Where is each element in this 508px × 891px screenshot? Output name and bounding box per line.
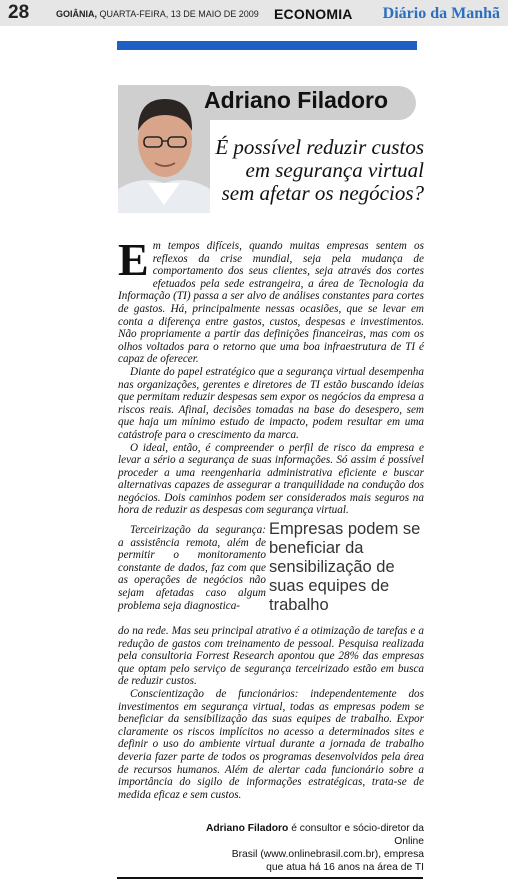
paragraph: Diante do papel estratégico que a segurança virtual desempenha nas organizações, gerentes e diretores de TI estão buscando ideias que permitam reduzir despesas sem expor os negócios da empresa a riscos reais. Afinal, decisões tomadas na base do desespero, sem que haja um mínimo estudo de impacto, podem resultar em uma catástrofe para o crescimento da marca.	[118, 365, 424, 441]
bio-line: é consultor e sócio-diretor da Online	[288, 823, 424, 847]
paragraph: Terceirização da segurança: a assistência remota, além de permitir o monitoramento constante de dados, faz com que as operações de negócios não sejam afetadas caso algum problema seja diagnostica-	[118, 524, 266, 612]
pull-quote: Empresas podem se beneficiar da sensibilização de suas equipes de trabalho	[269, 520, 421, 614]
author-name: Adriano Filadoro	[204, 87, 388, 113]
paragraph-left-column	[118, 524, 266, 612]
article-body-bottom	[118, 625, 424, 801]
dateline	[56, 9, 259, 19]
author-bio	[175, 822, 424, 874]
title-line: É possível reduzir custos	[215, 135, 424, 159]
accent-rule	[117, 41, 417, 50]
paragraph-text: m tempos difíceis, quando muitas empresas sentem os reflexos da crise mundial, seja pela mudança de comportamento dos seus clientes, seja através dos cortes efetuados pela sede estrangeira, a área de Tecnologia da Informação (TI) passa a ser alvo de análises constantes para cortes de gastos. Há, principalmente nessas ocasiões, que se levar em conta a diferença entre gastos, custos, despesas e investimentos. Não propriamente a partir das definições financeiras, mas com os olhos voltados para o retorno que uma boa infraestrutura de TI é capaz de oferecer.	[118, 240, 424, 366]
bio-line: Brasil (www.onlinebrasil.com.br), empresa	[231, 849, 424, 860]
section-name: ECONOMIA	[274, 6, 353, 22]
paragraph: do na rede. Mas seu principal atrativo é a otimização de tarefas e a redução de gastos com treinamento de pessoal. Pesquisa realizada pela consultoria Forrest Research apontou que 28% das empresas que optam pelo serviço de segurança terceirizado estão em busca de reduzir custos.	[118, 625, 424, 688]
dateline-date: QUARTA-FEIRA, 13 DE MAIO DE 2009	[99, 9, 259, 19]
bio-author-name: Adriano Filadoro	[205, 823, 289, 834]
article-body-top	[118, 234, 424, 517]
drop-cap: E	[118, 234, 149, 285]
bottom-rule	[117, 877, 423, 879]
bio-line: que atua há 16 anos na área de TI	[266, 862, 424, 873]
page-number: 28	[8, 2, 30, 23]
title-line: sem afetar os negócios?	[221, 181, 424, 205]
paragraph: Conscientização de funcionários: independentemente dos investimentos em segurança virtual, todas as empresas podem se beneficiar da sensibilização das suas equipes de trabalho. Expor claramente os riscos implícitos no acesso a determinados sites e definir o uso do ambiente virtual durante a jornada de trabalho deveria fazer parte de todos os programas desenvolvidos pela área de recursos humanos. Além de alertar cada funcionário sobre a importância do sigilo de informações estratégicas, trata-se de medida eficaz e sem custos.	[118, 687, 424, 801]
title-line: em segurança virtual	[245, 158, 424, 182]
publication-logo: Diário da Manhã	[382, 5, 500, 22]
paragraph: O ideal, então, é compreender o perfil de risco da empresa e levar a sério a segurança de suas informações. Só assim é possível proceder a uma reengenharia administrativa eficiente e buscar alternativas capazes de assegurar a tranquilidade na condução dos negócios. Dois caminhos podem ser considerados mais seguros na hora de reduzir as despesas com segurança virtual.	[118, 441, 424, 517]
paragraph	[118, 234, 424, 366]
page-header	[0, 0, 508, 26]
article-title	[196, 136, 424, 205]
dateline-city: GOIÂNIA,	[56, 9, 98, 19]
